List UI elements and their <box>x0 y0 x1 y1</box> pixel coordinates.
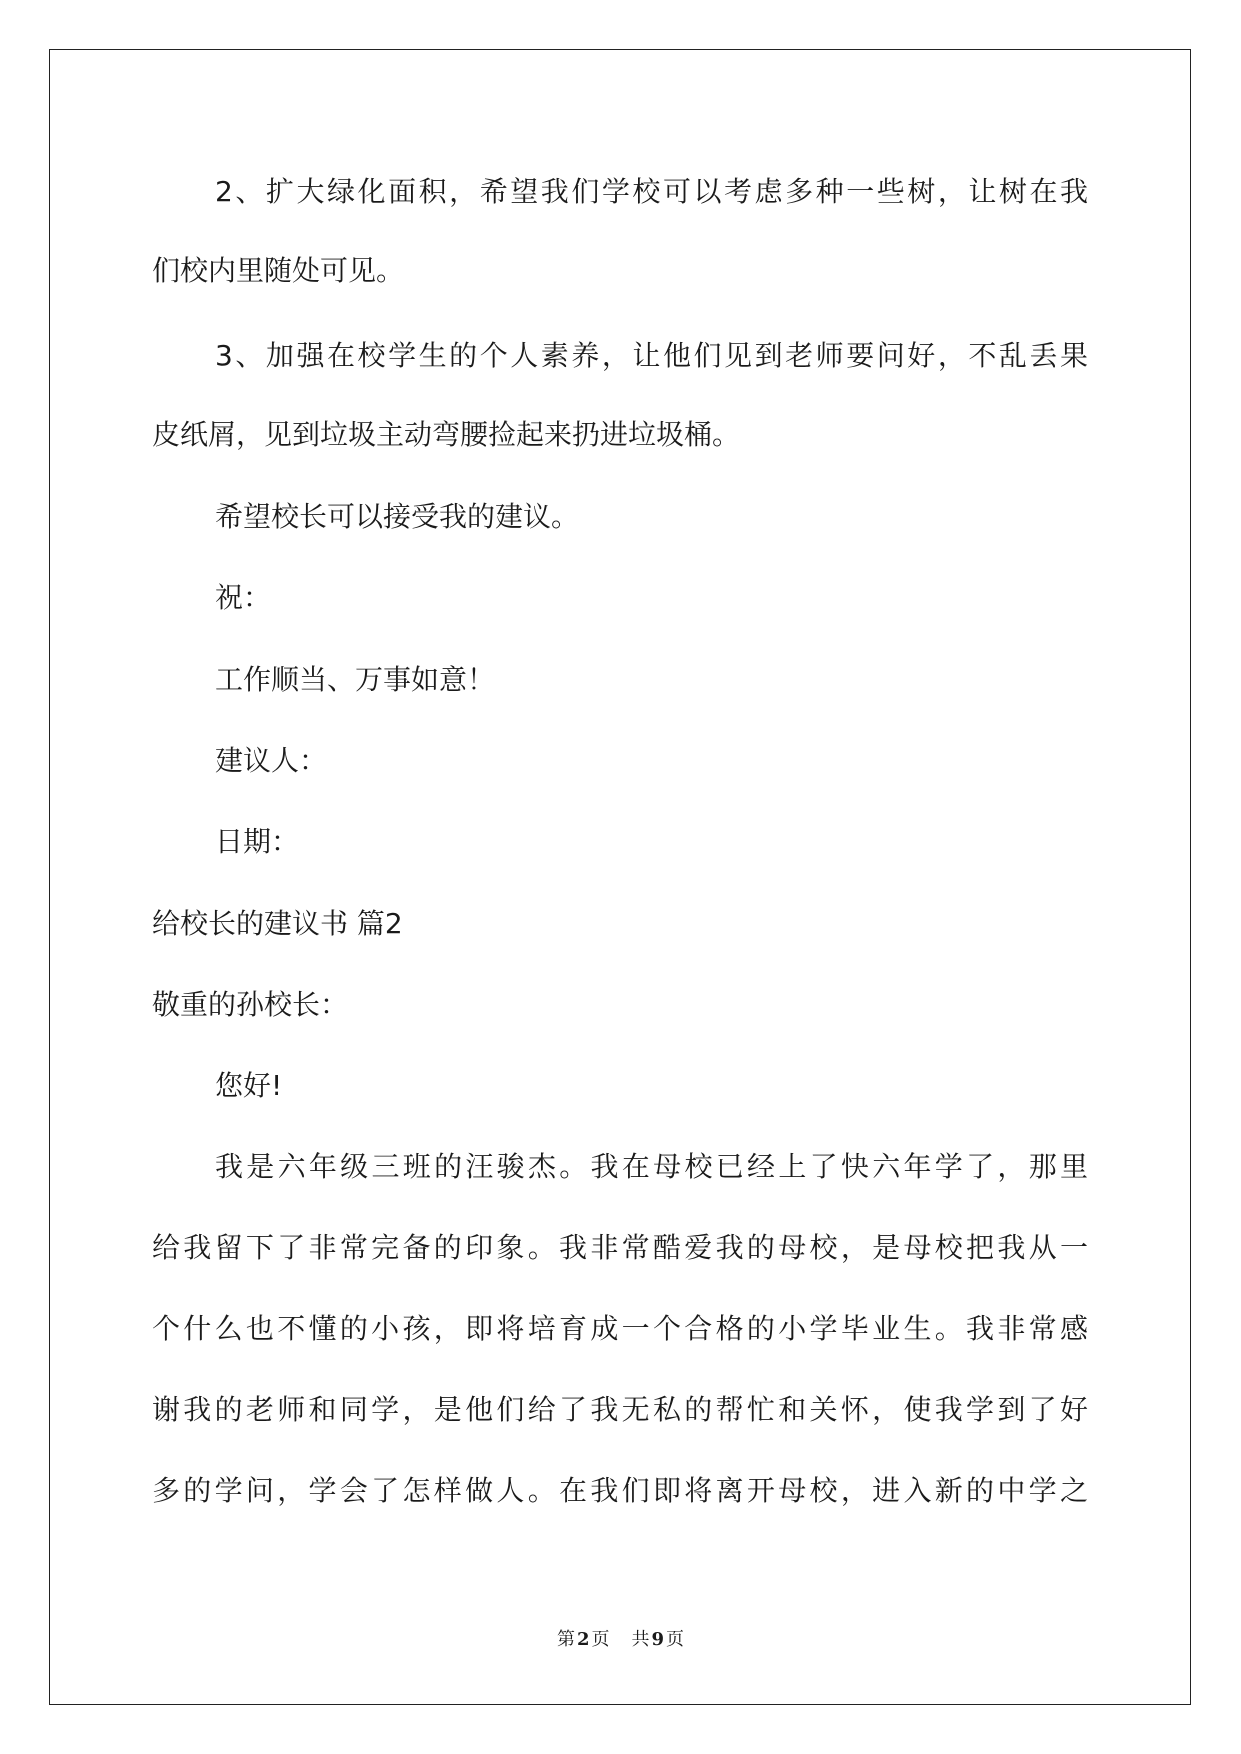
wish-line: 工作顺当、万事如意！ <box>215 663 496 696</box>
paragraph-line: 多的学问，学会了怎样做人。在我们即将离开母校，进入新的中学之 <box>152 1474 1088 1507</box>
section-heading: 给校长的建议书 篇2 <box>152 907 403 940</box>
paragraph-line: 个什么也不懂的小孩，即将培育成一个合格的小学毕业生。我非常感 <box>152 1312 1088 1345</box>
paragraph-line: 我是六年级三班的汪骏杰。我在母校已经上了快六年学了，那里 <box>215 1150 1088 1183</box>
footer-total-unit: 页 <box>666 1629 685 1650</box>
footer-page-unit: 页 <box>591 1629 610 1650</box>
greeting-line: 您好! <box>215 1069 283 1102</box>
page-border <box>49 49 1191 1705</box>
footer-total-prefix: 共 <box>631 1629 650 1650</box>
paragraph-line: 2、扩大绿化面积，希望我们学校可以考虑多种一些树，让树在我 <box>215 175 1088 208</box>
paragraph-line: 谢我的老师和同学，是他们给了我无私的帮忙和关怀，使我学到了好 <box>152 1393 1088 1426</box>
paragraph-line: 们校内里随处可见。 <box>152 254 405 287</box>
paragraph-line: 给我留下了非常完备的印象。我非常酷爱我的母校，是母校把我从一 <box>152 1231 1088 1264</box>
footer-prefix: 第 <box>556 1629 575 1650</box>
footer-total-pages: 9 <box>651 1629 665 1650</box>
footer-page-number: 2 <box>576 1629 590 1650</box>
paragraph-line: 3、加强在校学生的个人素养，让他们见到老师要问好，不乱丢果 <box>215 339 1088 372</box>
paragraph-line: 皮纸屑，见到垃圾主动弯腰捡起来扔进垃圾桶。 <box>152 418 741 451</box>
date-label: 日期： <box>215 825 300 858</box>
page-footer <box>0 1628 1241 1652</box>
paragraph-line: 希望校长可以接受我的建议。 <box>215 500 580 533</box>
salutation-line: 祝： <box>215 581 272 614</box>
greeting-recipient: 敬重的孙校长： <box>152 988 349 1021</box>
signer-label: 建议人： <box>215 744 328 777</box>
